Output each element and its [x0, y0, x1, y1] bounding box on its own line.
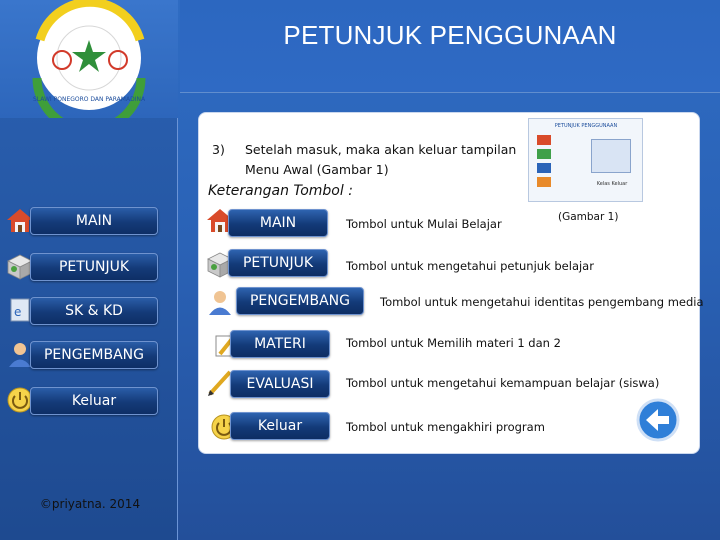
legend-desc-evaluasi: Tombol untuk mengetahui kemampuan belajar (siswa) [346, 376, 660, 390]
legend-desc-pengembang: Tombol untuk mengetahui identitas pengembang media [380, 295, 704, 309]
thumbnail-footer: Kelas Keluar [596, 181, 628, 187]
sidebar-item-keluar[interactable]: Keluar [30, 387, 158, 415]
logo-area [0, 0, 178, 118]
divider [180, 92, 720, 93]
sidebar-item-main[interactable]: MAIN [30, 207, 158, 235]
user-icon [206, 288, 234, 316]
menu-screenshot-thumbnail [528, 118, 643, 202]
page-title: PETUNJUK PENGGUNAAN [283, 20, 617, 50]
pencil-icon [204, 368, 232, 396]
step-number: 3) [212, 142, 225, 157]
back-arrow-button[interactable] [636, 398, 680, 442]
copyright: ©priyatna. 2014 [39, 497, 141, 511]
sidebar-item-sk-kd[interactable]: SK & KD [30, 297, 158, 325]
legend-desc-materi: Tombol untuk Memilih materi 1 dan 2 [346, 336, 561, 350]
legend-button-materi[interactable]: MATERI [230, 330, 330, 358]
step-text-line2: Menu Awal (Gambar 1) [245, 162, 389, 177]
legend-desc-keluar: Tombol untuk mengakhiri program [346, 420, 545, 434]
legend-button-pengembang[interactable]: PENGEMBANG [236, 287, 364, 315]
svg-text:e: e [14, 305, 22, 319]
legend-button-main[interactable]: MAIN [228, 209, 328, 237]
sidebar-item-pengembang[interactable]: PENGEMBANG [30, 341, 158, 369]
legend-desc-petunjuk: Tombol untuk mengetahui petunjuk belajar [346, 259, 594, 273]
step-text-line1: Setelah masuk, maka akan keluar tampilan [245, 142, 517, 157]
legend-desc-main: Tombol untuk Mulai Belajar [346, 217, 502, 231]
figure-caption: (Gambar 1) [558, 211, 619, 223]
legend-heading: Keterangan Tombol : [208, 183, 353, 199]
legend-button-evaluasi[interactable]: EVALUASI [230, 370, 330, 398]
legend-button-petunjuk[interactable]: PETUNJUK [228, 249, 328, 277]
thumbnail-title: PETUNJUK PENGGUNAAN [554, 123, 618, 129]
legend-button-keluar[interactable]: Keluar [230, 412, 330, 440]
sidebar-item-petunjuk[interactable]: PETUNJUK [30, 253, 158, 281]
logo-ring-text: SLAWI PONEGORO DAN PARAMADINA [32, 96, 146, 103]
